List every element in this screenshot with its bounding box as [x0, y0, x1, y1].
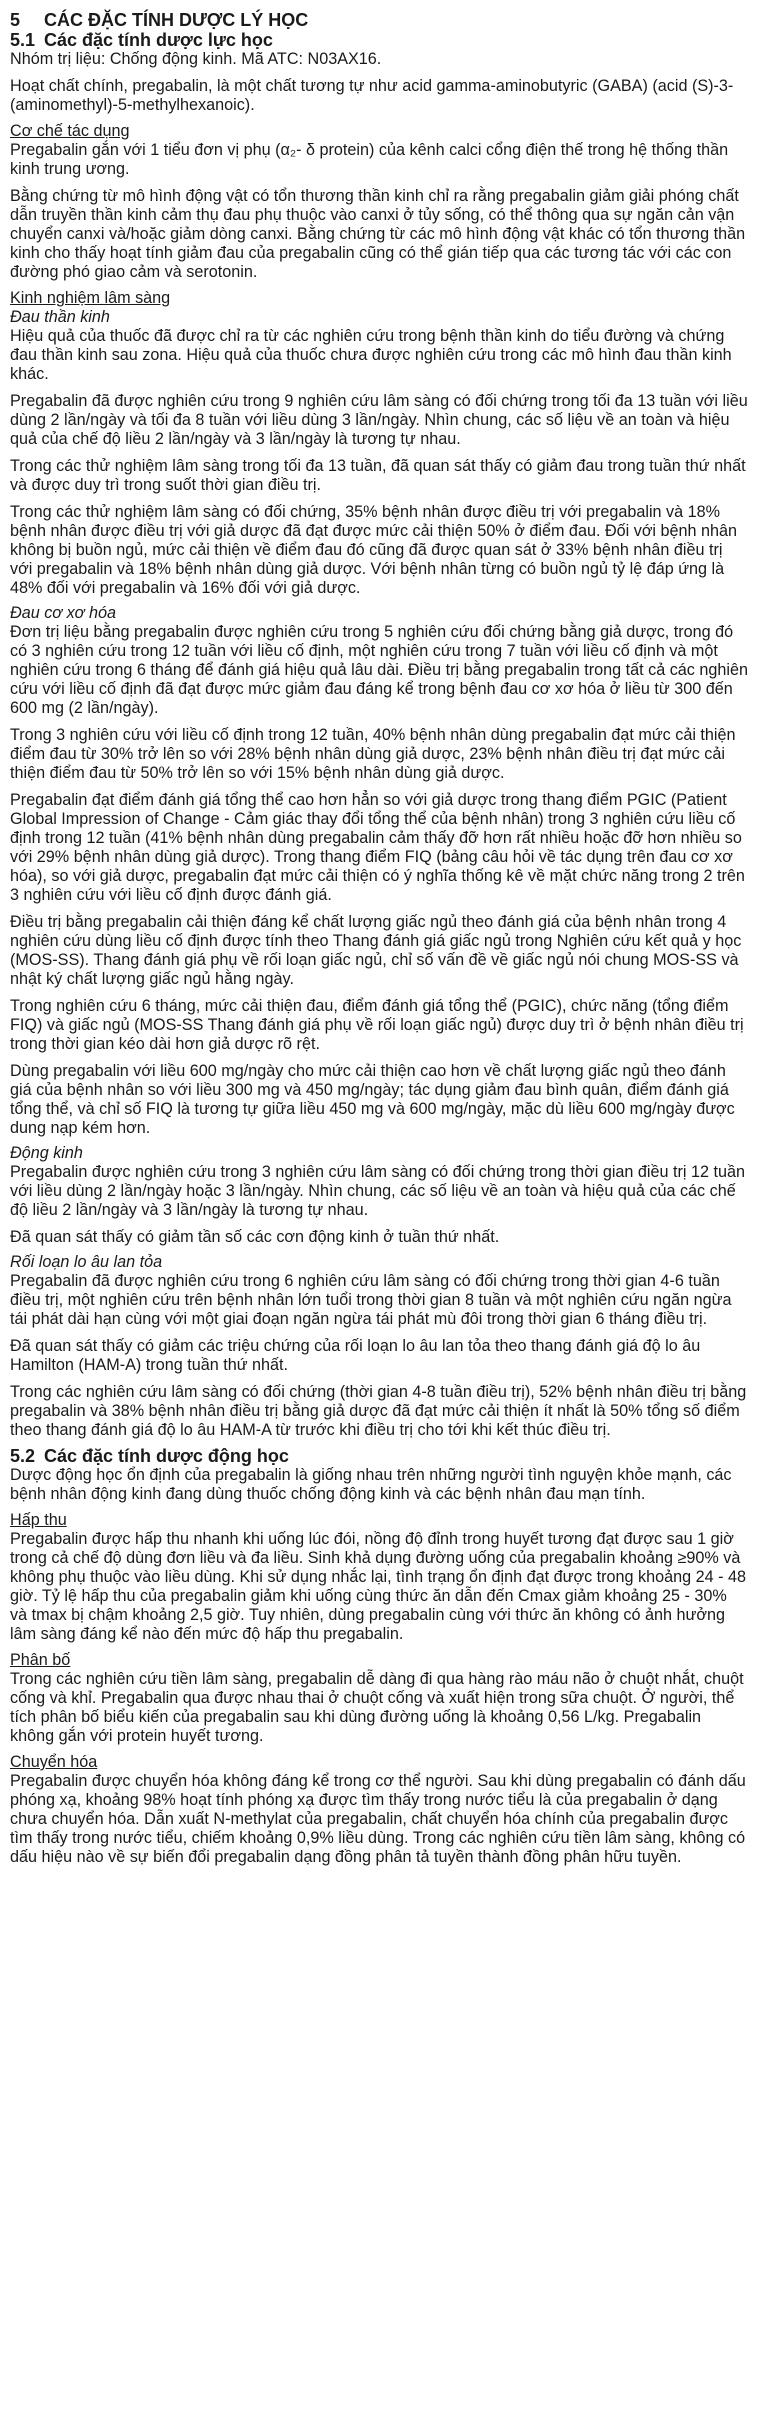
paragraph-fibro-3: Pregabalin đạt điểm đánh giá tổng thể cao hơn hẳn so với giả dược trong thang điểm PGIC (Patient Global Impression of Change - Cảm giác thay đổi tổng thể của bệnh nhân) trong 3 nghiên cứu liều cố định trong 12 tuần (41% bệnh nhân dùng pregabalin cảm thấy đỡ hơn rất nhiều hoặc đỡ hơn nhiều so với 29% bệnh nhân dùng giả dược). Trong thang điểm FIQ (bảng câu hỏi về tác dụng trên đau cơ xơ hóa), so với giả dược, pregabalin đạt mức cải thiện có ý nghĩa thống kê về mặt chức năng trong 2 trên 3 nghiên cứu với liều cố định được đánh giá.	[10, 791, 745, 904]
paragraph-pk-intro: Dược động học ổn định của pregabalin là giống nhau trên những người tình nguyện khỏe mạnh, các bệnh nhân động kinh đang dùng thuốc chống động kinh và các bệnh nhân đau mạn tính.	[10, 1466, 732, 1503]
paragraph-pain-1: Hiệu quả của thuốc đã được chỉ ra từ các nghiên cứu trong bệnh thần kinh do tiểu đường và chứng đau thần kinh sau zona. Hiệu quả của thuốc chưa được nghiên cứu trong các mô hình đau thần kinh khác.	[10, 327, 732, 383]
subsection-heading-5-2	[10, 1446, 748, 1466]
heading-generalized-anxiety: Rối loạn lo âu lan tỏa	[10, 1253, 163, 1271]
heading-mechanism: Cơ chế tác dụng	[10, 122, 130, 140]
paragraph-metabolism: Pregabalin được chuyển hóa không đáng kể trong cơ thể người. Sau khi dùng pregabalin có đánh dấu phóng xạ, khoảng 98% hoạt tính phóng xạ được tìm thấy trong nước tiểu là của pregabalin ở dạng chưa chuyển hóa. Dẫn xuất N-methylat của pregabalin, chất chuyển hóa chính của pregabalin được tìm thấy trong nước tiểu, chiếm khoảng 0,9% liều dùng. Trong các nghiên cứu tiền lâm sàng, không có dấu hiệu nào về sự biến đổi pregabalin dạng đồng phân tả tuyền thành đồng phân hữu tuyền.	[10, 1772, 746, 1866]
paragraph-active-ingredient: Hoạt chất chính, pregabalin, là một chất tương tự như acid gamma-aminobutyric (GABA) (acid (S)-3- (aminomethyl)-5-methylhexanoic).	[10, 77, 734, 114]
subsection-title: Các đặc tính dược động học	[44, 1446, 289, 1466]
paragraph-absorption: Pregabalin được hấp thu nhanh khi uống lúc đói, nồng độ đỉnh trong huyết tương đạt được sau 1 giờ trong cả chế độ dùng đơn liều và đa liều. Sinh khả dụng đường uống của pregabalin khoảng ≥90% và không phụ thuộc vào liều dùng. Khi sử dụng nhắc lại, tình trạng ổn định đạt được trong khoảng 24 - 48 giờ. Tỷ lệ hấp thu của pregabalin giảm khi uống cùng thức ăn dẫn đến Cmax giảm khoảng 25 - 30% và tmax bị chậm khoảng 2,5 giờ. Tuy nhiên, dùng pregabalin cùng với thức ăn không có ảnh hưởng lâm sàng đáng kể nào đến mức độ hấp thu pregabalin.	[10, 1530, 747, 1643]
paragraph-distribution: Trong các nghiên cứu tiền lâm sàng, pregabalin dễ dàng đi qua hàng rào máu não ở chuột nhắt, chuột cống và khỉ. Pregabalin qua được nhau thai ở chuột cống và xuất hiện trong sữa chuột. Ở người, thể tích phân bố biểu kiến của pregabalin sau khi dùng đường uống là khoảng 0,56 L/kg. Pregabalin không gắn với protein huyết tương.	[10, 1670, 744, 1745]
section-number: 5	[10, 10, 21, 30]
paragraph-mechanism-1: Pregabalin gắn với 1 tiểu đơn vị phụ (α₂- δ protein) của kênh calci cổng điện thế trong hệ thống thần kinh trung ương.	[10, 141, 729, 178]
heading-metabolism: Chuyển hóa	[10, 1753, 98, 1771]
heading-neuropathic-pain: Đau thần kinh	[10, 308, 110, 326]
paragraph-pain-4: Trong các thử nghiệm lâm sàng có đối chứng, 35% bệnh nhân được điều trị với pregabalin và 18% bệnh nhân được điều trị với giả dược đã đạt được mức cải thiện 50% ở điểm đau. Đối với bệnh nhân không bị buồn ngủ, mức cải thiện về điểm đau đó cũng đã được quan sát ở 33% bệnh nhân điều trị với pregabalin và 18% bệnh nhân dùng giả dược. Với bệnh nhân từng có buồn ngủ tỷ lệ đáp ứng là 48% đối với pregabalin và 16% đối với giả dược.	[10, 503, 738, 597]
paragraph-pain-3: Trong các thử nghiệm lâm sàng trong tối đa 13 tuần, đã quan sát thấy có giảm đau trong tuần thứ nhất và được duy trì trong suốt thời gian điều trị.	[10, 457, 746, 494]
paragraph-epilepsy-1: Pregabalin được nghiên cứu trong 3 nghiên cứu lâm sàng có đối chứng trong thời gian điều trị 12 tuần với liều dùng 2 lần/ngày hoặc 3 lần/ngày. Nhìn chung, các số liệu về an toàn và hiệu quả của các chế độ liều 2 lần/ngày và 3 lần/ngày là tương tự nhau.	[10, 1163, 746, 1219]
subsection-title: Các đặc tính dược lực học	[44, 30, 273, 50]
paragraph-anxiety-1: Pregabalin đã được nghiên cứu trong 6 nghiên cứu lâm sàng có đối chứng trong thời gian 4-6 tuần điều trị, một nghiên cứu trên bệnh nhân lớn tuổi trong thời gian 8 tuần và một nghiên cứu ngăn ngừa tái phát dài hạn cùng với một giai đoạn ngăn ngừa tái phát mù đôi trong thời gian 6 tháng điều trị.	[10, 1272, 732, 1328]
paragraph-fibro-2: Trong 3 nghiên cứu với liều cố định trong 12 tuần, 40% bệnh nhân dùng pregabalin đạt mức cải thiện điểm đau từ 30% trở lên so với 28% bệnh nhân dùng giả dược, 23% bệnh nhân điều trị đạt mức cải thiện điểm đau từ 50% trở lên so với 15% bệnh nhân dùng giả dược.	[10, 726, 736, 782]
paragraph-epilepsy-2: Đã quan sát thấy có giảm tần số các cơn động kinh ở tuần thứ nhất.	[10, 1228, 500, 1246]
paragraph-anxiety-3: Trong các nghiên cứu lâm sàng có đối chứng (thời gian 4-8 tuần điều trị), 52% bệnh nhân điều trị bằng pregabalin và 38% bệnh nhân điều trị bằng giả dược đã đạt mức cải thiện ít nhất là 50% tổng số điểm theo thang đánh giá độ lo âu HAM-A từ trước khi điều trị cho tới khi kết thúc điều trị.	[10, 1383, 747, 1439]
paragraph-pain-2: Pregabalin đã được nghiên cứu trong 9 nghiên cứu lâm sàng có đối chứng trong tối đa 13 tuần với liều dùng 2 lần/ngày và tối đa 8 tuần với liều dùng 3 lần/ngày. Nhìn chung, các số liệu về an toàn và hiệu quả của chế độ liều 2 lần/ngày và 3 lần/ngày là tương tự nhau.	[10, 392, 748, 448]
heading-clinical-experience: Kinh nghiệm lâm sàng	[10, 289, 171, 307]
paragraph-fibro-5: Trong nghiên cứu 6 tháng, mức cải thiện đau, điểm đánh giá tổng thể (PGIC), chức năng (tổng điểm FIQ) và giấc ngủ (MOS-SS Thang đánh giá phụ về rối loạn giấc ngủ) được duy trì ở bệnh nhân điều trị trong thời gian kéo dài hơn giả dược rõ rệt.	[10, 997, 744, 1053]
section-heading-5	[10, 10, 748, 30]
heading-fibromyalgia: Đau cơ xơ hóa	[10, 604, 116, 622]
section-title: CÁC ĐẶC TÍNH DƯỢC LÝ HỌC	[44, 10, 309, 30]
subsection-number: 5.2	[10, 1446, 36, 1466]
paragraph-fibro-4: Điều trị bằng pregabalin cải thiện đáng kể chất lượng giấc ngủ theo đánh giá của bệnh nhân trong 4 nghiên cứu dùng liều cố định được tính theo Thang đánh giá giấc ngủ trong Nghiên cứu kết quả y học (MOS-SS). Thang đánh giá phụ về rối loạn giấc ngủ, chỉ số vấn đề về giấc ngủ nói chung MOS-SS và nhật ký chất lượng giấc ngủ hằng ngày.	[10, 913, 742, 988]
heading-distribution: Phân bố	[10, 1651, 71, 1669]
paragraph-anxiety-2: Đã quan sát thấy có giảm các triệu chứng của rối loạn lo âu lan tỏa theo thang đánh giá độ lo âu Hamilton (HAM-A) trong tuần thứ nhất.	[10, 1337, 701, 1374]
subsection-heading-5-1	[10, 30, 748, 50]
heading-epilepsy: Động kinh	[10, 1144, 83, 1162]
paragraph-mechanism-2: Bằng chứng từ mô hình động vật có tổn thương thần kinh chỉ ra rằng pregabalin giảm giải phóng chất dẫn truyền thần kinh cảm thụ đau phụ thuộc vào canxi ở tủy sống, có thể thông qua sự ngăn cản vận chuyển canxi và/hoặc giảm dòng canxi. Bằng chứng từ các mô hình động vật khác có tổn thương thần kinh cho thấy hoạt tính giảm đau của pregabalin cũng có thể gián tiếp qua các tương tác với các con đường phó giao cảm và serotonin.	[10, 187, 746, 281]
paragraph-fibro-6: Dùng pregabalin với liều 600 mg/ngày cho mức cải thiện cao hơn về chất lượng giấc ngủ theo đánh giá của bệnh nhân so với liều 300 mg và 450 mg/ngày; tác dụng giảm đau bình quân, điểm đánh giá tổng thể, và chỉ số FIQ là tương tự giữa liều 450 mg và 600 mg/ngày, mặc dù liều 600 mg/ngày được dung nạp kém hơn.	[10, 1062, 735, 1137]
heading-absorption: Hấp thu	[10, 1511, 67, 1529]
paragraph-fibro-1: Đơn trị liệu bằng pregabalin được nghiên cứu trong 5 nghiên cứu đối chứng bằng giả dược, trong đó có 3 nghiên cứu trong 12 tuần với liều cố định, một nghiên cứu trong 7 tuần với liều cố định và một nghiên cứu trong 6 tháng để đánh giá hiệu quả lâu dài. Điều trị bằng pregabalin trong tất cả các nghiên cứu với liều cố định đã đạt được mức giảm đau đáng kể trong bệnh đau cơ xơ hóa ở liều từ 300 đến 600 mg (2 lần/ngày).	[10, 623, 749, 717]
paragraph-atc: Nhóm trị liệu: Chống động kinh. Mã ATC: N03AX16.	[10, 50, 382, 68]
subsection-number: 5.1	[10, 30, 36, 50]
